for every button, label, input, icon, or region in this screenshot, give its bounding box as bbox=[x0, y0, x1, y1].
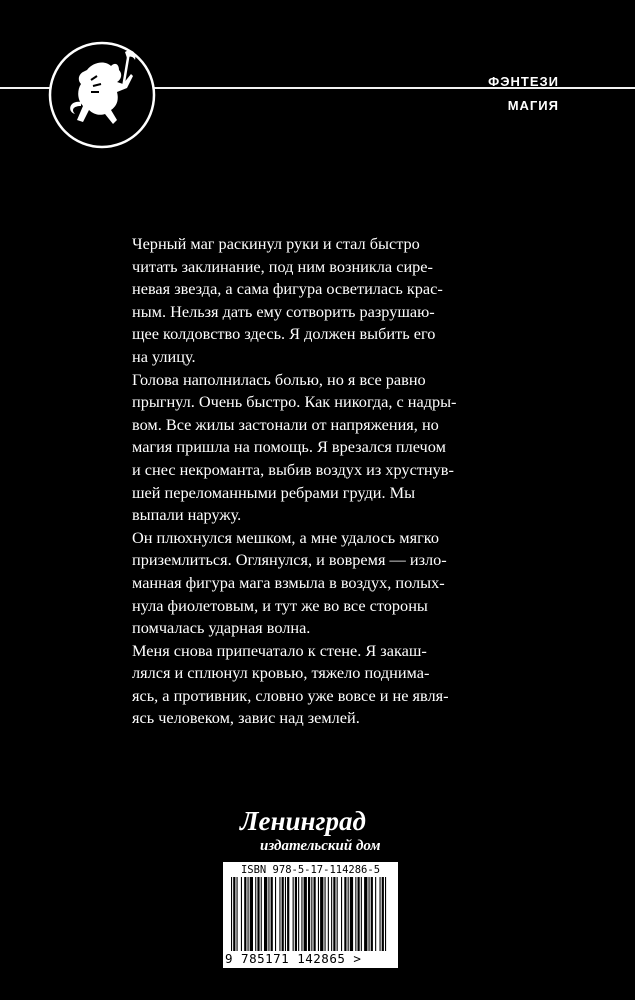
barcode-bar bbox=[350, 877, 353, 951]
barcode-bar bbox=[295, 877, 297, 951]
barcode-digits: 9 785171 142865 > bbox=[225, 951, 362, 966]
barcode-bar bbox=[257, 877, 259, 951]
lion-emblem-icon bbox=[47, 40, 157, 150]
barcode-bar bbox=[382, 877, 384, 951]
barcode-bar bbox=[261, 877, 262, 951]
barcode-bar bbox=[304, 877, 307, 951]
barcode-bar bbox=[287, 877, 289, 951]
blurb-paragraph: Он плюхнулся мешком, а мне удалось мягко приземлиться. Оглянулся, и вовремя — изло- манная фигура мага взмыла в воздух, полых- нула фиолетовым, и тут же во все стороны помчалась ударная волна. bbox=[132, 527, 447, 638]
barcode-bar bbox=[331, 877, 332, 951]
barcode-bar bbox=[268, 877, 269, 951]
publisher-subtitle: издательский дом bbox=[260, 838, 381, 854]
barcode-bar bbox=[250, 877, 253, 951]
blurb-text bbox=[132, 233, 489, 730]
genre-magic: МАГИЯ bbox=[507, 98, 559, 113]
barcode-bar bbox=[233, 877, 235, 951]
barcode-bar bbox=[275, 877, 276, 951]
barcode bbox=[223, 862, 398, 968]
barcode-bar bbox=[282, 877, 284, 951]
barcode-bar bbox=[337, 877, 338, 951]
barcode-bar bbox=[311, 877, 312, 951]
barcode-bar bbox=[264, 877, 267, 951]
barcode-bar bbox=[279, 877, 280, 951]
publisher-name: Ленинград bbox=[240, 806, 366, 836]
barcode-bar bbox=[298, 877, 299, 951]
blurb-paragraph: Черный маг раскинул руки и стал быстро читать заклинание, под ним возникла сире- невая звезда, а сама фигура осветилась крас- ным. Нельзя дать ему сотворить разрушаю- щее колдовство здесь. Я должен выбить его на улицу. bbox=[132, 234, 443, 366]
barcode-bar bbox=[355, 877, 356, 951]
barcode-bars bbox=[227, 877, 394, 951]
barcode-bar bbox=[231, 877, 232, 951]
barcode-bar bbox=[380, 877, 381, 951]
isbn-label: ISBN 978-5-17-114286-5 bbox=[240, 864, 381, 876]
barcode-bar bbox=[293, 877, 294, 951]
barcode-bar bbox=[361, 877, 362, 951]
barcode-bar bbox=[341, 877, 342, 951]
blurb-paragraph: Голова наполнилась болью, но я все равно прыгнул. Очень быстро. Как никогда, с надры- вом. Все жилы застонали от напряжения, но магия пришла на помощь. Я врезался плечом и снес некроманта, выбив воздух из хрустнув- шей переломанными ребрами груди. Мы выпали наружу. bbox=[132, 369, 457, 525]
blurb-paragraph: Меня снова припечатало к стене. Я закаш- лялся и сплюнул кровью, тяжело поднима- ясь, а противник, словно уже вовсе и не явля- ясь человеком, завис над землей. bbox=[132, 640, 449, 728]
barcode-bar bbox=[314, 877, 316, 951]
barcode-bar bbox=[375, 877, 376, 951]
barcode-bar bbox=[364, 877, 367, 951]
barcode-bar bbox=[237, 877, 238, 951]
barcode-bar bbox=[348, 877, 349, 951]
barcode-bar bbox=[325, 877, 326, 951]
barcode-bar bbox=[255, 877, 256, 951]
publisher-logo bbox=[238, 800, 398, 860]
barcode-bar bbox=[320, 877, 323, 951]
barcode-bar bbox=[244, 877, 246, 951]
barcode-bar bbox=[271, 877, 273, 951]
barcode-bar bbox=[369, 877, 370, 951]
barcode-bar bbox=[371, 877, 373, 951]
barcode-bar bbox=[318, 877, 319, 951]
barcode-bar bbox=[344, 877, 346, 951]
genre-fantasy: ФЭНТЕЗИ bbox=[488, 74, 559, 89]
barcode-bar bbox=[358, 877, 360, 951]
barcode-bar bbox=[248, 877, 249, 951]
barcode-bar bbox=[385, 877, 386, 951]
barcode-bar bbox=[285, 877, 286, 951]
genre-labels bbox=[488, 70, 559, 118]
barcode-bar bbox=[301, 877, 302, 951]
barcode-bar bbox=[308, 877, 310, 951]
barcode-bar bbox=[241, 877, 242, 951]
barcode-bar bbox=[328, 877, 329, 951]
barcode-bar bbox=[333, 877, 335, 951]
